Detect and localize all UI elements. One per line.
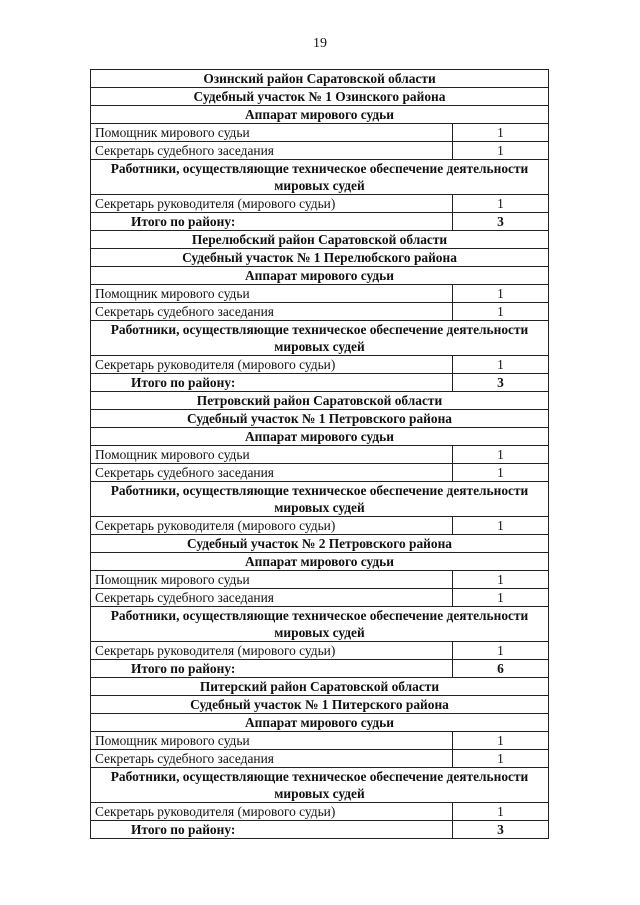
section-header-row (91, 249, 549, 267)
position-row (91, 303, 549, 321)
total-row (91, 821, 549, 839)
position-count: 1 (453, 195, 549, 213)
total-row (91, 374, 549, 392)
section-header: Судебный участок № 1 Перелюбского района (91, 249, 549, 267)
position-count: 1 (453, 285, 549, 303)
section-header: Работники, осуществляющие техническое обеспечение деятельности мировых судей (91, 482, 549, 517)
position-count: 1 (453, 750, 549, 768)
page-number: 19 (313, 36, 327, 51)
position-label: Секретарь судебного заседания (91, 589, 453, 607)
position-row (91, 142, 549, 160)
position-label: Секретарь судебного заседания (91, 142, 453, 160)
total-row (91, 660, 549, 678)
section-header-row (91, 160, 549, 195)
section-header-row (91, 88, 549, 106)
total-value: 6 (453, 660, 549, 678)
section-header-row (91, 696, 549, 714)
section-header-row (91, 392, 549, 410)
section-header-row (91, 553, 549, 571)
position-count: 1 (453, 571, 549, 589)
position-label: Секретарь руководителя (мирового судьи) (91, 642, 453, 660)
position-label: Секретарь руководителя (мирового судьи) (91, 803, 453, 821)
section-header-row (91, 607, 549, 642)
section-header-row (91, 321, 549, 356)
section-header: Работники, осуществляющие техническое обеспечение деятельности мировых судей (91, 160, 549, 195)
section-header: Аппарат мирового судьи (91, 714, 549, 732)
section-header-row (91, 535, 549, 553)
total-label: Итого по району: (91, 213, 453, 231)
section-header: Перелюбский район Саратовской области (91, 231, 549, 249)
position-row (91, 464, 549, 482)
position-row (91, 732, 549, 750)
total-row (91, 213, 549, 231)
section-header: Питерский район Саратовской области (91, 678, 549, 696)
position-label: Секретарь судебного заседания (91, 464, 453, 482)
position-row (91, 446, 549, 464)
position-count: 1 (453, 303, 549, 321)
section-header: Работники, осуществляющие техническое обеспечение деятельности мировых судей (91, 321, 549, 356)
position-count: 1 (453, 517, 549, 535)
section-header: Судебный участок № 2 Петровского района (91, 535, 549, 553)
section-header: Петровский район Саратовской области (91, 392, 549, 410)
section-header-row (91, 231, 549, 249)
position-count: 1 (453, 464, 549, 482)
position-label: Помощник мирового судьи (91, 285, 453, 303)
section-header-row (91, 768, 549, 803)
position-label: Помощник мирового судьи (91, 732, 453, 750)
position-label: Помощник мирового судьи (91, 446, 453, 464)
position-label: Секретарь судебного заседания (91, 303, 453, 321)
position-label: Секретарь руководителя (мирового судьи) (91, 195, 453, 213)
total-label: Итого по району: (91, 660, 453, 678)
position-row (91, 195, 549, 213)
position-count: 1 (453, 446, 549, 464)
staff-table-body (91, 70, 549, 839)
section-header-row (91, 714, 549, 732)
section-header: Работники, осуществляющие техническое обеспечение деятельности мировых судей (91, 607, 549, 642)
position-count: 1 (453, 124, 549, 142)
section-header-row (91, 267, 549, 285)
section-header: Озинский район Саратовской области (91, 70, 549, 88)
position-label: Секретарь руководителя (мирового судьи) (91, 517, 453, 535)
total-value: 3 (453, 213, 549, 231)
section-header: Судебный участок № 1 Питерского района (91, 696, 549, 714)
total-value: 3 (453, 374, 549, 392)
position-row (91, 356, 549, 374)
section-header: Работники, осуществляющие техническое обеспечение деятельности мировых судей (91, 768, 549, 803)
position-count: 1 (453, 356, 549, 374)
position-row (91, 750, 549, 768)
position-count: 1 (453, 142, 549, 160)
section-header: Судебный участок № 1 Озинского района (91, 88, 549, 106)
staff-table (90, 69, 549, 839)
position-count: 1 (453, 803, 549, 821)
total-value: 3 (453, 821, 549, 839)
position-label: Помощник мирового судьи (91, 571, 453, 589)
position-row (91, 642, 549, 660)
section-header: Аппарат мирового судьи (91, 553, 549, 571)
position-label: Секретарь руководителя (мирового судьи) (91, 356, 453, 374)
position-count: 1 (453, 589, 549, 607)
section-header: Аппарат мирового судьи (91, 106, 549, 124)
position-row (91, 589, 549, 607)
total-label: Итого по району: (91, 821, 453, 839)
section-header: Аппарат мирового судьи (91, 428, 549, 446)
position-label: Секретарь судебного заседания (91, 750, 453, 768)
section-header: Аппарат мирового судьи (91, 267, 549, 285)
position-row (91, 285, 549, 303)
section-header: Судебный участок № 1 Петровского района (91, 410, 549, 428)
position-label: Помощник мирового судьи (91, 124, 453, 142)
position-count: 1 (453, 732, 549, 750)
position-row (91, 803, 549, 821)
section-header-row (91, 70, 549, 88)
position-row (91, 124, 549, 142)
section-header-row (91, 482, 549, 517)
section-header-row (91, 410, 549, 428)
position-count: 1 (453, 642, 549, 660)
total-label: Итого по району: (91, 374, 453, 392)
section-header-row (91, 428, 549, 446)
position-row (91, 571, 549, 589)
section-header-row (91, 678, 549, 696)
section-header-row (91, 106, 549, 124)
position-row (91, 517, 549, 535)
